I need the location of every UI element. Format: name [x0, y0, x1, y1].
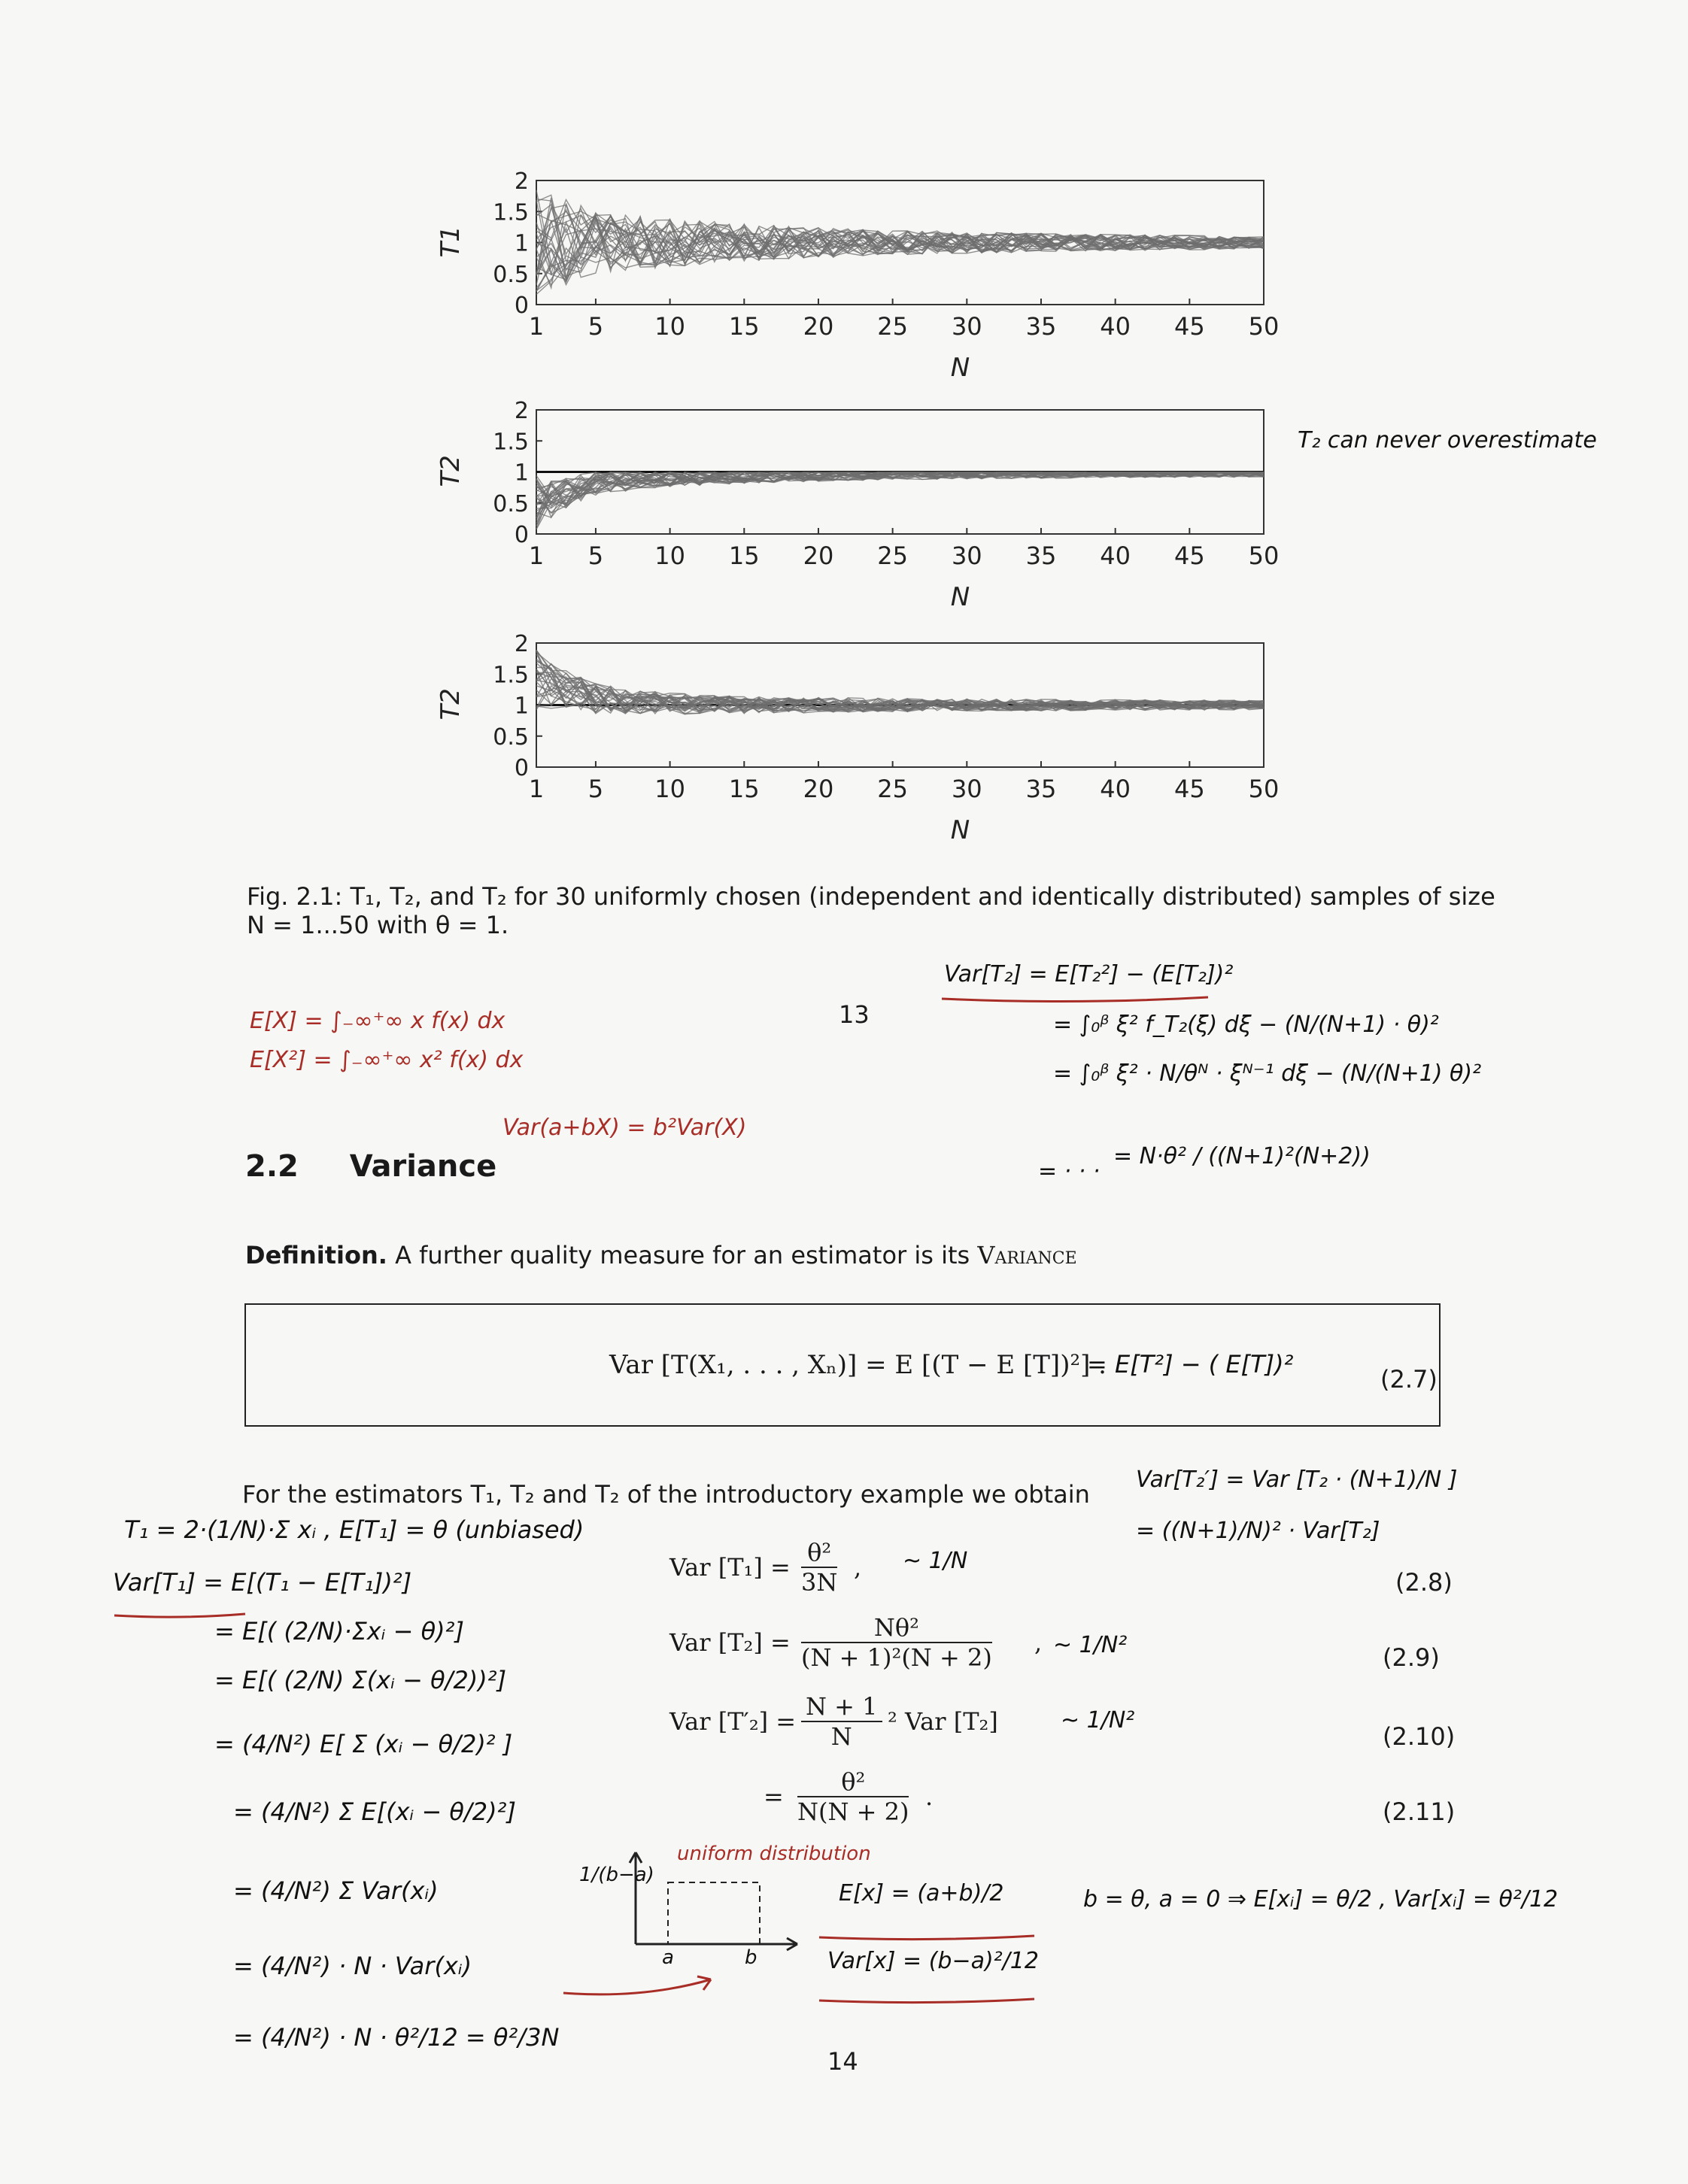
x-tick-label: 1: [528, 775, 545, 803]
hand-sim-3: ~ 1/N²: [1061, 1707, 1135, 1734]
x-tick-label: 40: [1100, 775, 1131, 803]
x-tick-label: 15: [728, 775, 760, 803]
definition-label: Definition.: [245, 1241, 387, 1269]
x-axis-label: N: [950, 815, 970, 845]
x-tick-label: 1: [528, 541, 545, 570]
eq-denominator: N: [830, 1722, 852, 1751]
hand-var-t2-l1: Var[T₂] = E[T₂²] − (E[T₂])²: [944, 961, 1234, 987]
hand-var-t2-l4a: = · · ·: [1038, 1158, 1101, 1185]
eq-fraction: [801, 1613, 992, 1672]
hand-derivation-line: Var[T₁] = E[(T₁ − E[T₁])²]: [113, 1568, 412, 1597]
x-tick-label: 5: [587, 312, 604, 341]
hand-derivation-line: = (4/N²) · N · Var(xᵢ): [233, 1952, 472, 1980]
eq-numerator: Nθ²: [801, 1613, 992, 1643]
x-tick-label: 50: [1248, 775, 1280, 803]
x-tick-label: 50: [1248, 312, 1280, 341]
x-tick-label: 40: [1100, 312, 1131, 341]
x-axis-label: N: [950, 582, 970, 612]
x-tick-label: 10: [654, 541, 685, 570]
hand-derivation-line: = (4/N²) Σ E[(xᵢ − θ/2)²]: [233, 1797, 516, 1826]
y-tick-label: 1.5: [493, 429, 529, 456]
hand-var-t2-l4b: = N·θ² / ((N+1)²(N+2)): [1113, 1143, 1371, 1169]
hand-underline-red: [940, 994, 1211, 1003]
hand-derivation-line: = (4/N²) · N · θ²/12 = θ²/3N: [233, 2023, 560, 2052]
hand-uniform-density: 1/(b−a): [579, 1864, 654, 1886]
figure-2-1: [0, 0, 1688, 850]
hand-derivation-line: = E[( (2/N) Σ(xᵢ − θ/2))²]: [214, 1666, 507, 1694]
page-number-14: 14: [827, 2047, 858, 2076]
y-axis-label: T2: [436, 455, 466, 487]
x-tick-label: 20: [803, 775, 834, 803]
eq-numerator: θ²: [797, 1767, 909, 1797]
eq-tail: ,: [854, 1553, 862, 1582]
hand-uniform-params: b = θ, a = 0 ⇒ E[xᵢ] = θ/2 , Var[xᵢ] = θ²/12: [1083, 1886, 1559, 1913]
x-tick-label: 20: [803, 541, 834, 570]
x-tick-label: 25: [877, 775, 908, 803]
x-tick-label: 1: [528, 312, 545, 341]
hand-arrow: [560, 1963, 726, 2008]
x-tick-label: 15: [728, 312, 760, 341]
y-tick-label: 0: [514, 522, 529, 548]
y-tick-label: 0: [514, 755, 529, 781]
definition-term: Variance: [977, 1241, 1077, 1269]
y-tick-label: 2: [514, 631, 529, 657]
x-tick-label: 35: [1025, 541, 1057, 570]
page-number-13: 13: [839, 1000, 870, 1029]
x-tick-label: 10: [654, 312, 685, 341]
y-tick-label: 2: [514, 168, 529, 195]
x-tick-label: 35: [1025, 775, 1057, 803]
eq-denominator: (N + 1)²(N + 2): [801, 1643, 992, 1672]
hand-expectation-x2: E[X²] = ∫₋∞⁺∞ x² f(x) dx: [250, 1047, 524, 1073]
hand-uniform-var: Var[x] = (b−a)²/12: [827, 1948, 1039, 1974]
hand-uniform-mean: E[x] = (a+b)/2: [839, 1880, 1004, 1906]
eq-number: (2.11): [1383, 1797, 1456, 1826]
y-axis-label: T1: [436, 226, 466, 258]
eq-number: (2.9): [1383, 1643, 1440, 1672]
hand-var-t2-l3: = ∫₀ᵝ ξ² · N/θᴺ · ξᴺ⁻¹ dξ − (N/(N+1) θ)²: [1053, 1060, 1482, 1087]
hand-derivation-line: = (4/N²) E[ Σ (xᵢ − θ/2)² ]: [214, 1730, 513, 1758]
annotation-t2-never-overestimate: T₂ can never overestimate: [1298, 427, 1597, 453]
eq-lhs: Var [T′₂] =: [669, 1707, 797, 1736]
x-tick-label: 5: [587, 775, 604, 803]
hand-var-t2-l2: = ∫₀ᵝ ξ² f_T₂(ξ) dξ − (N/(N+1) · θ)²: [1053, 1012, 1439, 1038]
eq-number: (2.8): [1395, 1568, 1453, 1597]
definition: [245, 1241, 1077, 1269]
hand-uniform-label: uniform distribution: [677, 1843, 871, 1865]
figure-caption-line-1: Fig. 2.1: T₁, T₂, and T₂ for 30 uniformly chosen (independent and identically distributed) samples of size: [247, 882, 1495, 911]
eq-tail: ² Var [T₂]: [888, 1707, 998, 1736]
x-tick-label: 5: [587, 541, 604, 570]
eq-denominator: N(N + 2): [797, 1797, 909, 1826]
eq-numerator: θ²: [801, 1538, 837, 1568]
x-tick-label: 10: [654, 775, 685, 803]
x-tick-label: 15: [728, 541, 760, 570]
eq-fraction: [801, 1538, 837, 1597]
hand-uniform-underlines: [816, 1933, 1042, 2008]
x-tick-label: 30: [951, 312, 982, 341]
y-tick-label: 0.5: [493, 261, 529, 288]
section-heading: [245, 1149, 496, 1184]
y-axis-label: T2: [436, 688, 466, 720]
hand-sim-2: ~ 1/N²: [1053, 1632, 1128, 1658]
eq-fraction: [797, 1767, 909, 1826]
eq-tail: .: [925, 1782, 934, 1811]
x-tick-label: 45: [1173, 312, 1205, 341]
y-tick-label: 1.5: [493, 662, 529, 689]
hand-var-linear: Var(a+bX) = b²Var(X): [502, 1115, 747, 1141]
y-tick-label: 1.5: [493, 199, 529, 226]
x-tick-label: 35: [1025, 312, 1057, 341]
section-number: 2.2: [245, 1149, 299, 1184]
hand-underline-var-t1: [113, 1612, 248, 1619]
hand-var-t2prime-l2: = ((N+1)/N)² · Var[T₂]: [1136, 1518, 1380, 1544]
x-tick-label: 45: [1173, 775, 1205, 803]
x-tick-label: 50: [1248, 541, 1280, 570]
eq-fraction: [801, 1692, 882, 1751]
y-tick-label: 1: [514, 460, 529, 487]
hand-derivation-line: T₁ = 2·(1/N)·Σ xᵢ , E[T₁] = θ (unbiased): [124, 1515, 584, 1544]
section-title: Variance: [349, 1149, 497, 1184]
eq-tail: ,: [1034, 1628, 1043, 1657]
y-tick-label: 0.5: [493, 490, 529, 517]
hand-expectation-x: E[X] = ∫₋∞⁺∞ x f(x) dx: [250, 1008, 505, 1034]
y-tick-label: 1: [514, 693, 529, 720]
intro-sentence: For the estimators T₁, T₂ and T₂ of the introductory example we obtain: [242, 1480, 1090, 1509]
hand-uniform-b: b: [745, 1946, 757, 1969]
x-tick-label: 30: [951, 775, 982, 803]
eq-numerator: N + 1: [801, 1692, 882, 1722]
eq-number: (2.10): [1383, 1722, 1456, 1751]
y-tick-label: 0: [514, 293, 529, 319]
x-tick-label: 45: [1173, 541, 1205, 570]
x-tick-label: 25: [877, 541, 908, 570]
x-tick-label: 40: [1100, 541, 1131, 570]
hand-derivation-line: = E[( (2/N)·Σxᵢ − θ)²]: [214, 1617, 464, 1646]
hand-uniform-a: a: [662, 1946, 674, 1969]
definition-text: A further quality measure for an estimator is its: [395, 1241, 970, 1269]
hand-var-t2prime-l1: Var[T₂′] = Var [T₂ · (N+1)/N ]: [1136, 1467, 1458, 1493]
boxed-eq-handwritten: = E[T²] − ( E[T])²: [1087, 1350, 1294, 1379]
y-tick-label: 1: [514, 230, 529, 257]
eq-lhs: =: [764, 1782, 784, 1811]
eq-lhs: Var [T₁] =: [669, 1553, 791, 1582]
boxed-eq-printed: Var [T(X₁, . . . , Xₙ)] = E [(T − E [T])²] .: [609, 1350, 1107, 1380]
x-tick-label: 30: [951, 541, 982, 570]
x-axis-label: N: [950, 353, 970, 383]
eq-number-2-7: (2.7): [1380, 1365, 1438, 1394]
eq-lhs: Var [T₂] =: [669, 1628, 791, 1657]
hand-derivation-line: = (4/N²) Σ Var(xᵢ): [233, 1876, 439, 1905]
y-tick-label: 2: [514, 398, 529, 424]
x-tick-label: 20: [803, 312, 834, 341]
eq-denominator: 3N: [801, 1568, 838, 1597]
y-tick-label: 0.5: [493, 723, 529, 751]
hand-sim-1: ~ 1/N: [903, 1548, 968, 1574]
x-tick-label: 25: [877, 312, 908, 341]
figure-caption-line-2: N = 1...50 with θ = 1.: [247, 911, 509, 939]
